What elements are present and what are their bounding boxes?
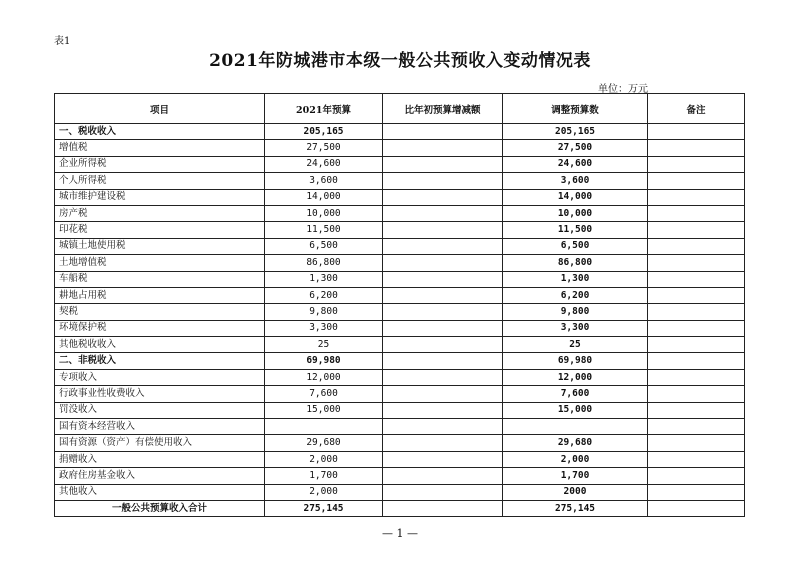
change-cell — [383, 320, 503, 336]
adjusted-cell: 29,680 — [503, 435, 648, 451]
note-cell — [648, 500, 745, 516]
budget-cell: 12,000 — [265, 369, 383, 385]
table-row — [55, 140, 745, 156]
change-cell — [383, 124, 503, 140]
note-cell — [648, 304, 745, 320]
table-header-row — [55, 94, 745, 124]
item-name-cell: 行政事业性收费收入 — [55, 386, 265, 402]
item-name-cell: 国有资源（资产）有偿使用收入 — [55, 435, 265, 451]
change-cell — [383, 451, 503, 467]
page-label: 表1 — [54, 36, 71, 47]
change-cell — [383, 500, 503, 516]
item-name-cell: 增值税 — [55, 140, 265, 156]
note-cell — [648, 337, 745, 353]
change-cell — [383, 255, 503, 271]
adjusted-cell: 1,300 — [503, 271, 648, 287]
table-row — [55, 173, 745, 189]
change-cell — [383, 402, 503, 418]
table-row — [55, 451, 745, 467]
adjusted-cell: 12,000 — [503, 369, 648, 385]
table-row — [55, 255, 745, 271]
table-row — [55, 484, 745, 500]
table-row — [55, 238, 745, 254]
note-cell — [648, 320, 745, 336]
adjusted-cell: 2,000 — [503, 451, 648, 467]
budget-cell: 6,500 — [265, 238, 383, 254]
change-cell — [383, 369, 503, 385]
budget-cell: 9,800 — [265, 304, 383, 320]
table-row — [55, 386, 745, 402]
item-name-cell: 专项收入 — [55, 369, 265, 385]
item-name-cell: 房产税 — [55, 205, 265, 221]
budget-cell: 3,300 — [265, 320, 383, 336]
change-cell — [383, 419, 503, 435]
adjusted-cell: 27,500 — [503, 140, 648, 156]
budget-cell: 7,600 — [265, 386, 383, 402]
column-header-budget: 2021年预算 — [265, 94, 383, 124]
item-name-cell: 国有资本经营收入 — [55, 419, 265, 435]
item-name-cell: 车船税 — [55, 271, 265, 287]
budget-cell: 3,600 — [265, 173, 383, 189]
budget-table — [54, 93, 745, 517]
table-row — [55, 287, 745, 303]
budget-cell: 6,200 — [265, 287, 383, 303]
change-cell — [383, 353, 503, 369]
note-cell — [648, 238, 745, 254]
adjusted-cell: 15,000 — [503, 402, 648, 418]
note-cell — [648, 205, 745, 221]
adjusted-cell: 275,145 — [503, 500, 648, 516]
change-cell — [383, 435, 503, 451]
item-name-cell: 城市维护建设税 — [55, 189, 265, 205]
change-cell — [383, 304, 503, 320]
item-name-cell: 契税 — [55, 304, 265, 320]
change-cell — [383, 205, 503, 221]
unit-label: 单位：万元 — [598, 84, 648, 95]
adjusted-cell: 10,000 — [503, 205, 648, 221]
note-cell — [648, 255, 745, 271]
budget-cell: 2,000 — [265, 451, 383, 467]
note-cell — [648, 451, 745, 467]
adjusted-cell: 86,800 — [503, 255, 648, 271]
budget-cell: 1,700 — [265, 468, 383, 484]
change-cell — [383, 189, 503, 205]
change-cell — [383, 222, 503, 238]
adjusted-cell: 205,165 — [503, 124, 648, 140]
table-row — [55, 189, 745, 205]
table-row — [55, 320, 745, 336]
item-name-cell: 耕地占用税 — [55, 287, 265, 303]
adjusted-cell: 3,600 — [503, 173, 648, 189]
note-cell — [648, 468, 745, 484]
table-row — [55, 369, 745, 385]
budget-cell: 205,165 — [265, 124, 383, 140]
note-cell — [648, 353, 745, 369]
budget-cell: 10,000 — [265, 205, 383, 221]
note-cell — [648, 271, 745, 287]
item-name-cell: 其他税收收入 — [55, 337, 265, 353]
note-cell — [648, 419, 745, 435]
change-cell — [383, 386, 503, 402]
note-cell — [648, 156, 745, 172]
note-cell — [648, 189, 745, 205]
adjusted-cell: 9,800 — [503, 304, 648, 320]
category-row — [55, 124, 745, 140]
item-name-cell: 捐赠收入 — [55, 451, 265, 467]
adjusted-cell — [503, 419, 648, 435]
item-name-cell: 环境保护税 — [55, 320, 265, 336]
adjusted-cell: 2000 — [503, 484, 648, 500]
budget-cell: 69,980 — [265, 353, 383, 369]
item-name-cell: 城镇土地使用税 — [55, 238, 265, 254]
item-name-cell: 企业所得税 — [55, 156, 265, 172]
adjusted-cell: 11,500 — [503, 222, 648, 238]
note-cell — [648, 386, 745, 402]
note-cell — [648, 173, 745, 189]
budget-cell: 2,000 — [265, 484, 383, 500]
table-row — [55, 304, 745, 320]
adjusted-cell: 6,200 — [503, 287, 648, 303]
change-cell — [383, 173, 503, 189]
note-cell — [648, 402, 745, 418]
note-cell — [648, 369, 745, 385]
total-row — [55, 500, 745, 516]
change-cell — [383, 156, 503, 172]
budget-cell: 1,300 — [265, 271, 383, 287]
note-cell — [648, 435, 745, 451]
table-body — [55, 124, 745, 517]
item-name-cell: 其他收入 — [55, 484, 265, 500]
change-cell — [383, 140, 503, 156]
budget-cell: 15,000 — [265, 402, 383, 418]
table-row — [55, 222, 745, 238]
table-row — [55, 337, 745, 353]
note-cell — [648, 222, 745, 238]
item-name-cell: 罚没收入 — [55, 402, 265, 418]
table-row — [55, 271, 745, 287]
table-row — [55, 205, 745, 221]
column-header-note: 备注 — [648, 94, 745, 124]
category-row — [55, 353, 745, 369]
budget-cell: 275,145 — [265, 500, 383, 516]
note-cell — [648, 124, 745, 140]
budget-cell: 86,800 — [265, 255, 383, 271]
budget-cell — [265, 419, 383, 435]
page-number: — 1 — — [382, 527, 418, 540]
change-cell — [383, 287, 503, 303]
budget-cell: 27,500 — [265, 140, 383, 156]
item-name-cell: 一、税收收入 — [55, 124, 265, 140]
adjusted-cell: 1,700 — [503, 468, 648, 484]
table-row — [55, 402, 745, 418]
budget-cell: 11,500 — [265, 222, 383, 238]
change-cell — [383, 271, 503, 287]
item-name-cell: 印花税 — [55, 222, 265, 238]
item-name-cell: 土地增值税 — [55, 255, 265, 271]
column-header-item: 项目 — [55, 94, 265, 124]
adjusted-cell: 69,980 — [503, 353, 648, 369]
page-title: 2021年防城港市本级一般公共预收入变动情况表 — [209, 51, 591, 71]
item-name-cell: 政府住房基金收入 — [55, 468, 265, 484]
column-header-change: 比年初预算增减额 — [383, 94, 503, 124]
adjusted-cell: 24,600 — [503, 156, 648, 172]
table-row — [55, 156, 745, 172]
table-row — [55, 419, 745, 435]
adjusted-cell: 6,500 — [503, 238, 648, 254]
change-cell — [383, 238, 503, 254]
adjusted-cell: 7,600 — [503, 386, 648, 402]
table-row — [55, 468, 745, 484]
adjusted-cell: 3,300 — [503, 320, 648, 336]
note-cell — [648, 140, 745, 156]
item-name-cell: 个人所得税 — [55, 173, 265, 189]
budget-cell: 24,600 — [265, 156, 383, 172]
note-cell — [648, 287, 745, 303]
adjusted-cell: 25 — [503, 337, 648, 353]
change-cell — [383, 468, 503, 484]
table-row — [55, 435, 745, 451]
item-name-cell: 一般公共预算收入合计 — [55, 500, 265, 516]
change-cell — [383, 484, 503, 500]
item-name-cell: 二、非税收入 — [55, 353, 265, 369]
adjusted-cell: 14,000 — [503, 189, 648, 205]
budget-cell: 25 — [265, 337, 383, 353]
column-header-adjusted: 调整预算数 — [503, 94, 648, 124]
note-cell — [648, 484, 745, 500]
budget-cell: 29,680 — [265, 435, 383, 451]
change-cell — [383, 337, 503, 353]
budget-cell: 14,000 — [265, 189, 383, 205]
